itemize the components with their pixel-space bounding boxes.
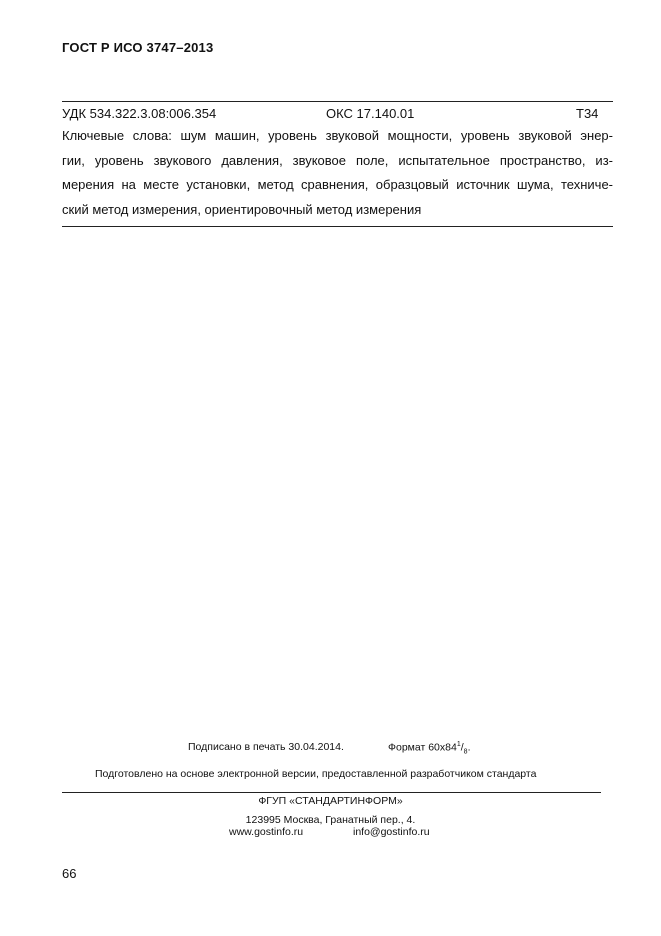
keywords-line: мерения на месте установки, метод сравнения, образцовый источник шума, техниче- [62, 177, 613, 192]
keywords-paragraph [62, 124, 613, 222]
format-suffix: . [467, 741, 471, 754]
publisher-website: www.gostinfo.ru [229, 826, 304, 838]
publisher-address: 123995 Москва, Гранатный пер., 4. [245, 814, 416, 826]
standard-title: ГОСТ Р ИСО 3747–2013 [62, 40, 214, 55]
keywords-line: Ключевые слова: шум машин, уровень звуковой мощности, уровень звуковой энер- [62, 128, 613, 143]
category-code: Т34 [576, 106, 599, 121]
format-numerator: 1 [456, 741, 461, 748]
signed-date: Подписано в печать 30.04.2014. [188, 741, 344, 753]
top-divider [62, 101, 613, 102]
keywords-line: ский метод измерения, ориентировочный метод измерения [62, 201, 422, 217]
format-prefix: Формат 60x84 [388, 741, 457, 754]
format-denominator: 8 [463, 748, 468, 756]
page-number: 66 [62, 866, 77, 881]
publisher-email: info@gostinfo.ru [353, 826, 430, 838]
paper-format: Формат $60x84^1/_8$. [388, 741, 471, 756]
imprint-divider [62, 792, 601, 793]
keywords-line: гии, уровень звукового давления, звуковое поле, испытательное пространство, из- [62, 152, 613, 168]
publisher-name: ФГУП «СТАНДАРТИНФОРМ» [258, 795, 403, 807]
keywords-divider [62, 226, 613, 227]
udk-code: УДК 534.322.3.08:006.354 [62, 106, 217, 121]
prepared-note: Подготовлено на основе электронной версии, предоставленной разработчиком стандарта [95, 768, 537, 780]
oks-code: ОКС 17.140.01 [326, 106, 415, 121]
